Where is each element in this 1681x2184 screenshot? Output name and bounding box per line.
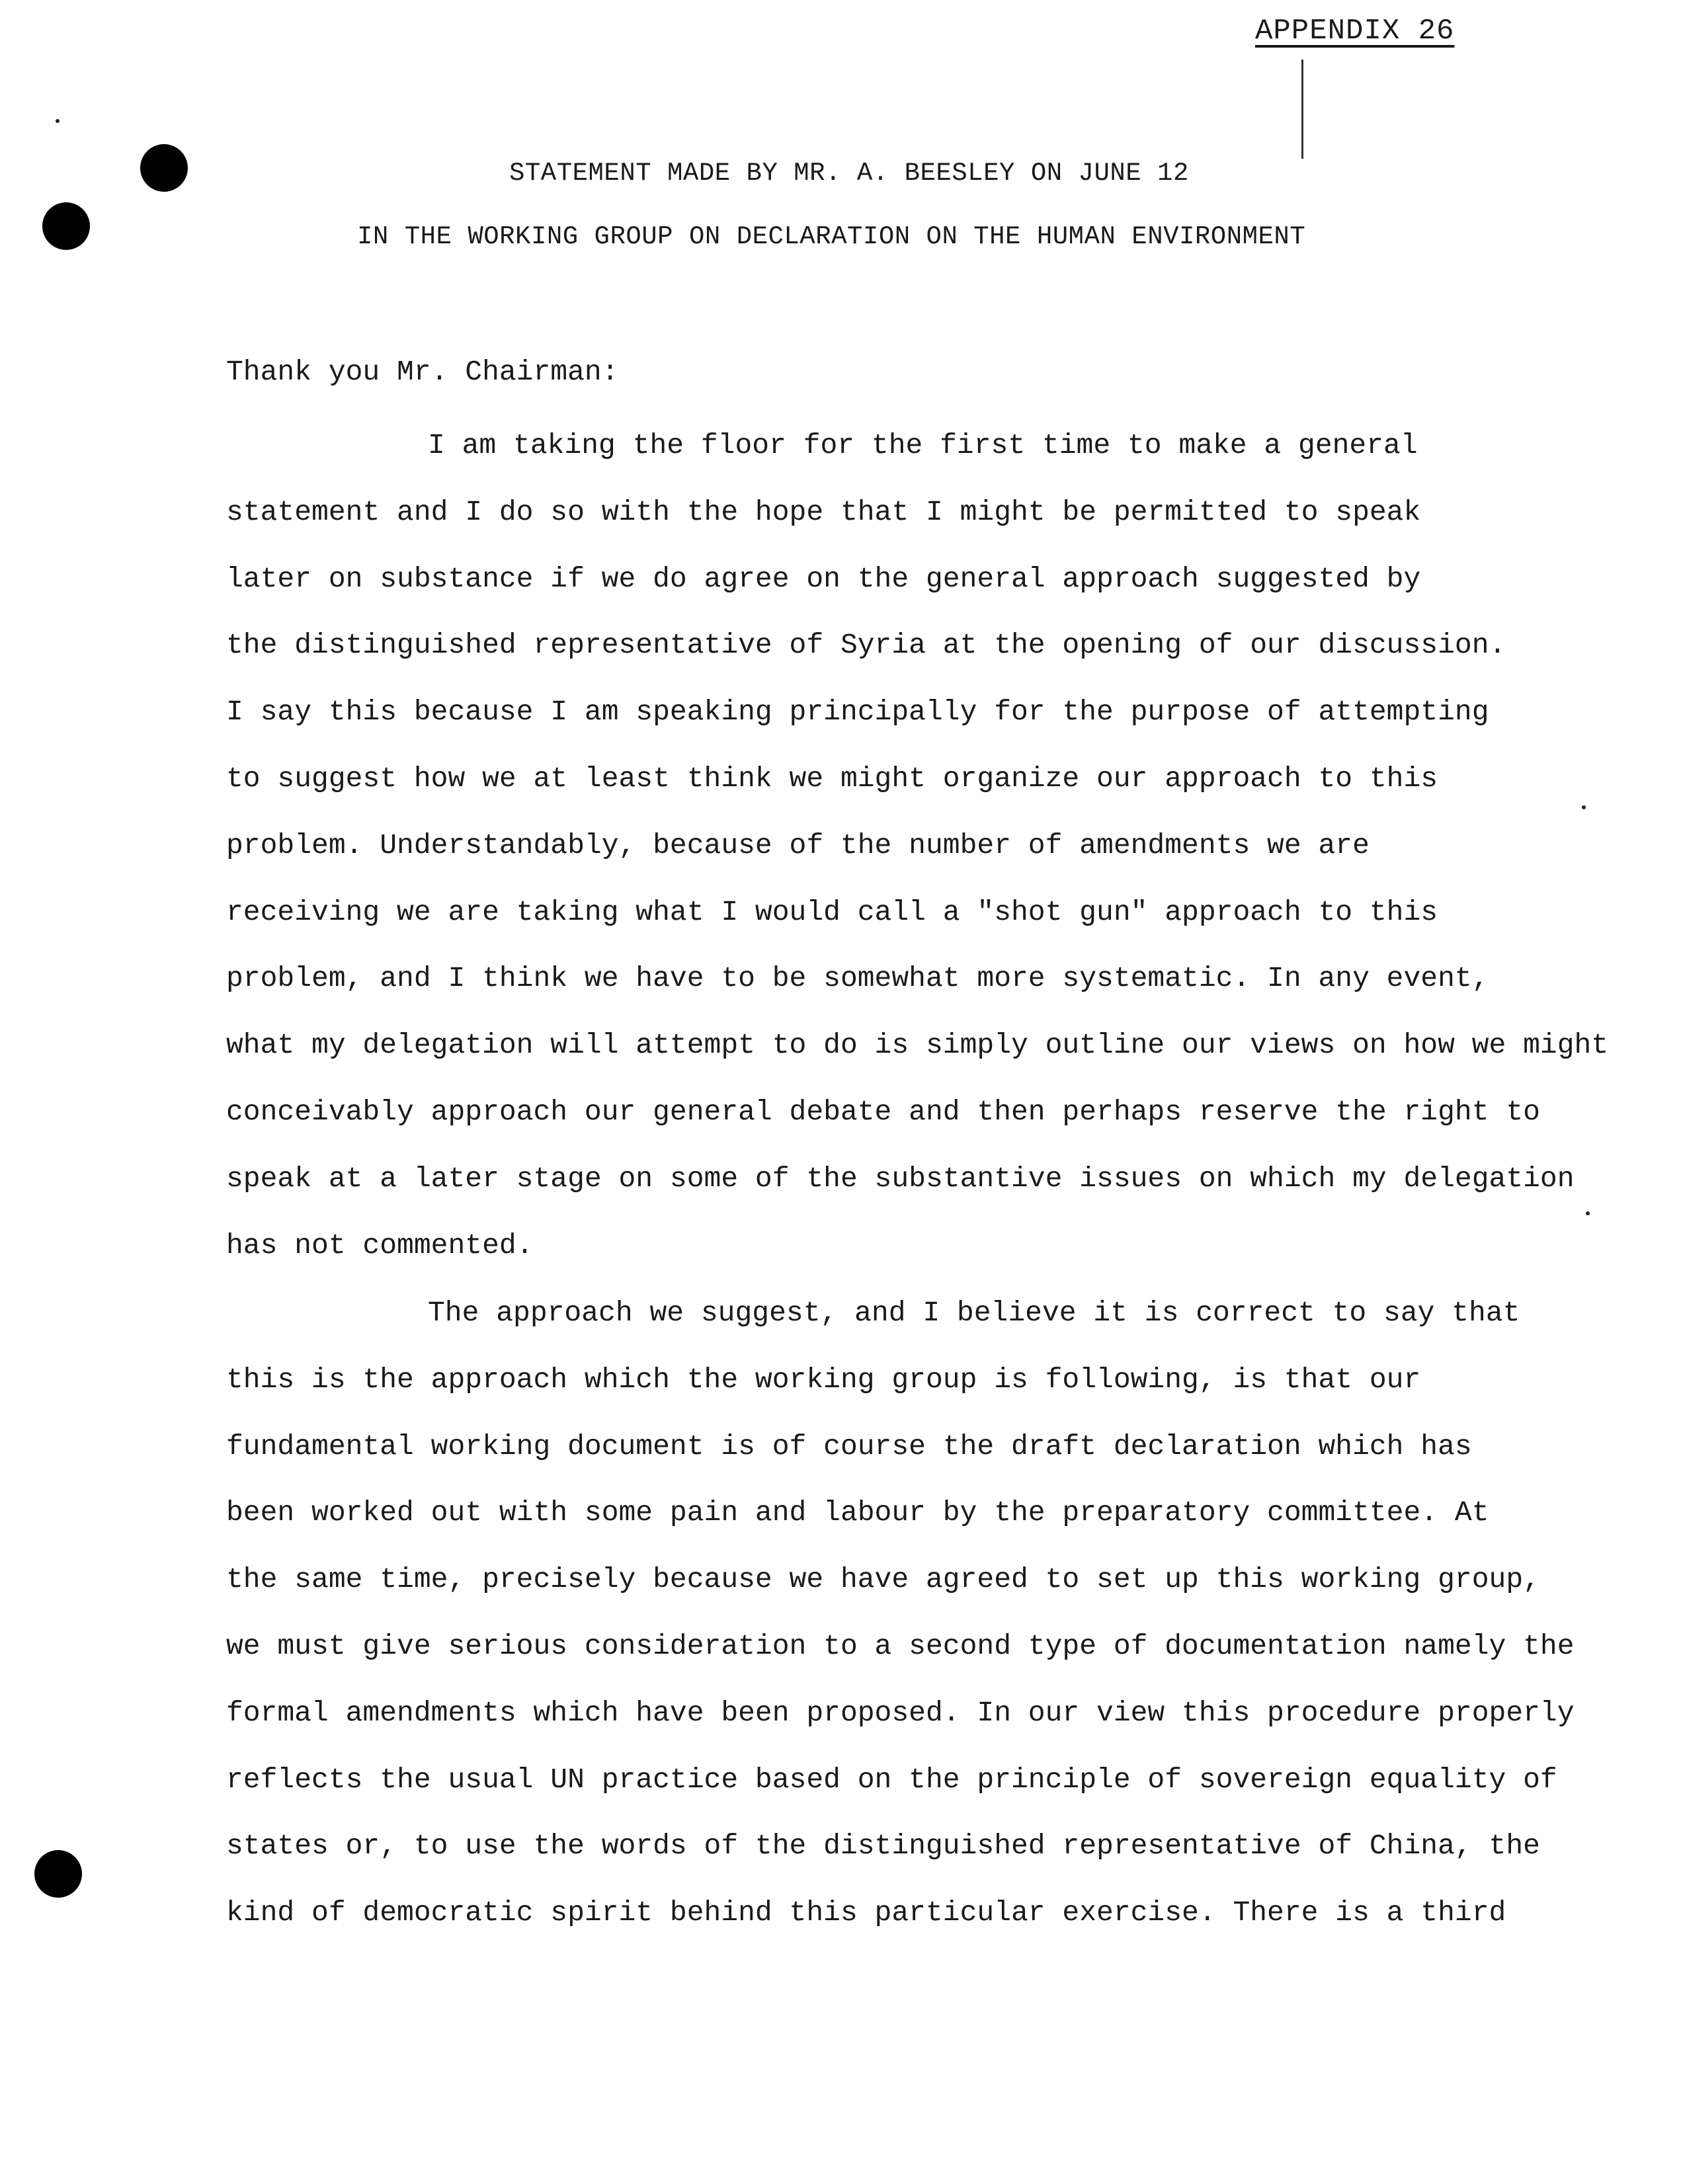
text-line: to suggest how we at least think we might organize our approach to this xyxy=(226,762,1438,795)
text-line: later on substance if we do agree on the general approach suggested by xyxy=(226,562,1421,595)
text-line: receiving we are taking what I would call a "shot gun" approach to this xyxy=(226,895,1438,928)
punch-hole-upper-left xyxy=(42,202,90,250)
text-line: we must give serious consideration to a second type of documentation namely the xyxy=(226,1629,1575,1662)
text-line: speak at a later stage on some of the substantive issues on which my delegation xyxy=(226,1162,1575,1195)
text-line: has not commented. xyxy=(226,1229,534,1262)
text-line: I say this because I am speaking principally for the purpose of attempting xyxy=(226,696,1489,729)
punch-hole-lower-left xyxy=(34,1850,82,1898)
text-line: the same time, precisely because we have agreed to set up this working group, xyxy=(226,1563,1540,1596)
text-line: problem. Understandably, because of the number of amendments we are xyxy=(226,829,1370,862)
punch-hole-top xyxy=(140,144,188,192)
text-line: I am taking the floor for the first time to make a general xyxy=(428,429,1418,462)
text-line: been worked out with some pain and labour by the preparatory committee. At xyxy=(226,1496,1489,1529)
text-line: The approach we suggest, and I believe it is correct to say that xyxy=(428,1297,1520,1329)
text-line: what my delegation will attempt to do is simply outline our views on how we might xyxy=(226,1029,1609,1062)
text-line: formal amendments which have been proposed. In our view this procedure properly xyxy=(226,1696,1575,1729)
text-line: conceivably approach our general debate and then perhaps reserve the right to xyxy=(226,1095,1540,1128)
text-line: the distinguished representative of Syria at the opening of our discussion. xyxy=(226,629,1506,662)
text-line: kind of democratic spirit behind this particular exercise. There is a third xyxy=(226,1896,1506,1929)
text-line: states or, to use the words of the distinguished representative of China, the xyxy=(226,1830,1540,1863)
text-line: reflects the usual UN practice based on the principle of sovereign equality of xyxy=(226,1763,1557,1796)
text-line: problem, and I think we have to be somewhat more systematic. In any event, xyxy=(226,962,1489,995)
text-line: fundamental working document is of course the draft declaration which has xyxy=(226,1430,1472,1463)
text-line: this is the approach which the working group is following, is that our xyxy=(226,1363,1421,1396)
appendix-label: APPENDIX 26 xyxy=(1255,15,1455,48)
text-line: statement and I do so with the hope that I might be permitted to speak xyxy=(226,495,1421,528)
margin-line xyxy=(1301,60,1303,159)
paragraph-2 xyxy=(226,1280,1602,1947)
title-line-2: IN THE WORKING GROUP ON DECLARATION ON THE HUMAN ENVIRONMENT xyxy=(357,222,1306,251)
salutation: Thank you Mr. Chairman: xyxy=(226,356,619,388)
paragraph-1 xyxy=(226,413,1609,1279)
title-line-1: STATEMENT MADE BY MR. A. BEESLEY ON JUNE 12 xyxy=(509,159,1189,188)
scan-speck xyxy=(56,119,60,123)
